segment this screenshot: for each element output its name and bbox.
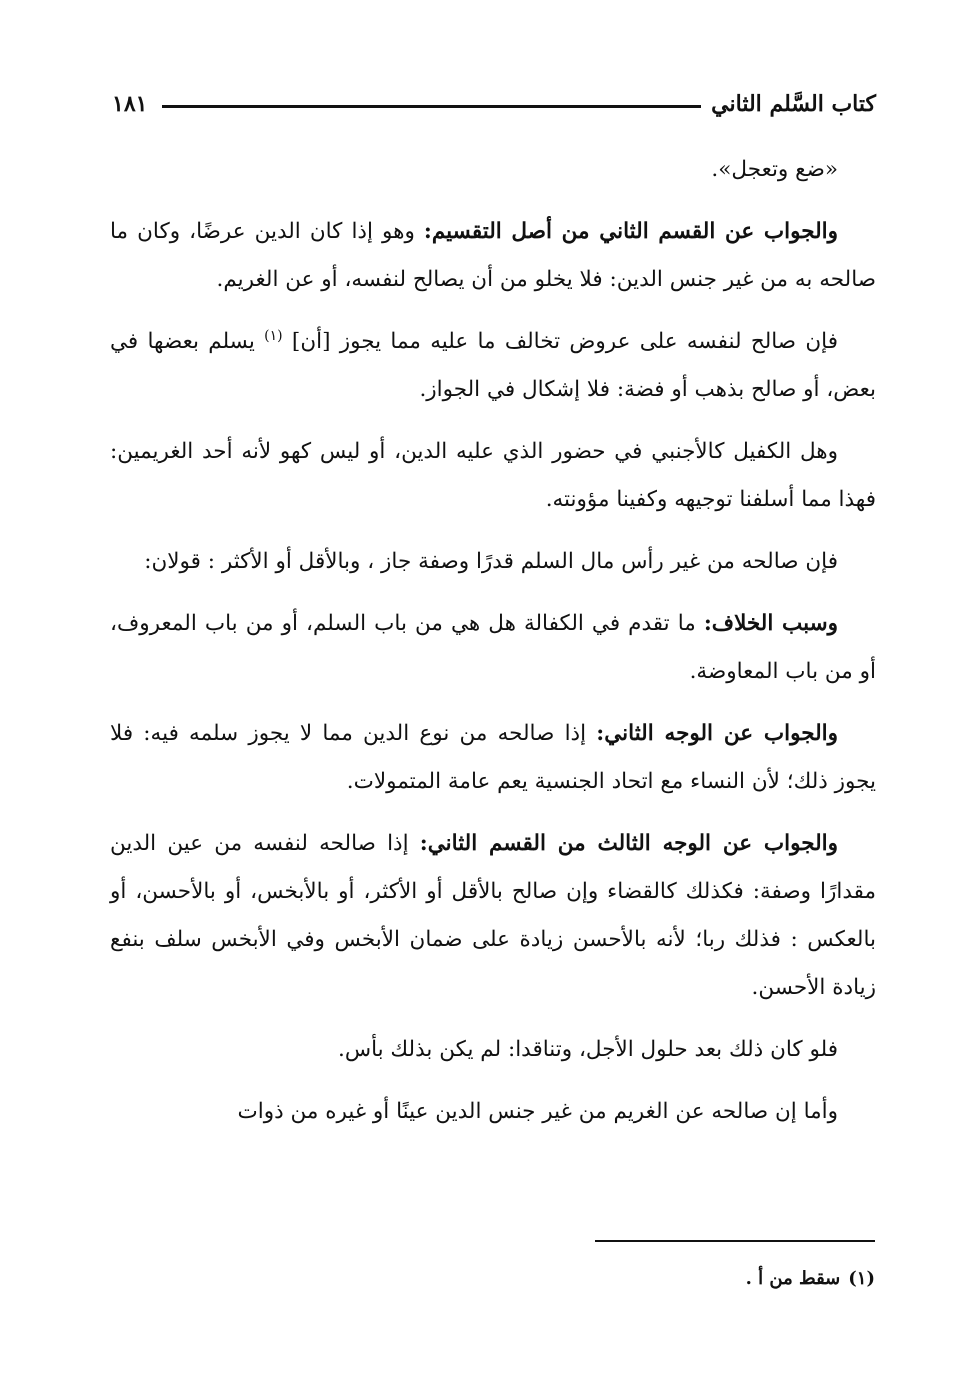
header-rule	[162, 105, 701, 108]
paragraph	[110, 146, 876, 194]
page-number: ١٨١	[112, 91, 148, 117]
paragraph	[110, 428, 876, 524]
paragraph-text: فإن صالحه من غير رأس مال السلم قدرًا وصفة جاز ، وبالأقل أو الأكثر : قولان:	[144, 549, 838, 574]
paragraph	[110, 600, 876, 696]
paragraph-text: يسلم بعضها في بعض، أو صالح بذهب أو فضة: فلا إشكال في الجواز.	[110, 329, 876, 402]
paragraph	[110, 208, 876, 304]
footnote-mark: (١)	[848, 1268, 875, 1289]
paragraph-text: فإن صالح لنفسه على عروض تخالف ما عليه مما يجوز [أن]	[282, 329, 838, 354]
paragraph-text: وأما إن صالحه عن الغريم من غير جنس الدين عينًا أو غيره من ذوات	[237, 1099, 838, 1124]
page-header	[112, 84, 876, 124]
paragraph	[110, 1026, 876, 1074]
paragraph-text: إذا صالحه من نوع الدين مما لا يجوز سلمه فيه: فلا يجوز ذلك؛ لأن النساء مع اتحاد الجنسية يعم عامة المتمولات.	[110, 721, 876, 794]
footnote-rule	[595, 1240, 875, 1242]
paragraph-lead: والجواب عن الوجه الثالث من القسم الثاني:	[419, 831, 839, 856]
paragraph-text: إذا صالحه لنفسه من عين الدين مقدارًا وصفة: فكذلك كالقضاء وإن صالح بالأقل أو الأكثر، أو بالأبخس، أو بالأحسن، أو بالعكس : فذلك ربا؛ لأنه بالأحسن زيادة على ضمان الأبخس وفي الأبخس سلف بنفع زيادة الأحسن.	[110, 831, 876, 1000]
paragraph-lead: وسبب الخلاف:	[703, 611, 839, 636]
footnote	[375, 1262, 875, 1296]
paragraph-text: ما تقدم في الكفالة هل هي من باب السلم، أو من باب المعروف، أو من باب المعاوضة.	[110, 611, 876, 684]
main-text	[110, 146, 876, 1150]
paragraph	[110, 1088, 876, 1136]
running-title: كتاب السَّلم الثاني	[711, 91, 876, 117]
paragraph	[110, 538, 876, 586]
paragraph	[110, 820, 876, 1012]
paragraph-lead: والجواب عن القسم الثاني من أصل التقسيم:	[423, 219, 838, 244]
paragraph-lead: والجواب عن الوجه الثاني:	[596, 721, 839, 746]
paragraph-text: وهو إذا كان الدين عرضًا، وكان ما صالحه به من غير جنس الدين: فلا يخلو من أن يصالح لنفسه، أو عن الغريم.	[110, 219, 876, 292]
paragraph	[110, 710, 876, 806]
footnote-text: سقط من أ .	[745, 1268, 841, 1289]
footnote-reference: (١)	[264, 327, 283, 344]
paragraph-text: «ضع وتعجل».	[711, 157, 838, 182]
paragraph	[110, 318, 876, 414]
paragraph-text: فلو كان ذلك بعد حلول الأجل، وتناقدا: لم يكن بذلك بأس.	[337, 1037, 838, 1062]
paragraph-text: وهل الكفيل كالأجنبي في حضور الذي عليه الدين، أو ليس كهو لأنه أحد الغريمين: فهذا مما أسلفنا توجيهه وكفينا مؤونته.	[110, 439, 876, 512]
